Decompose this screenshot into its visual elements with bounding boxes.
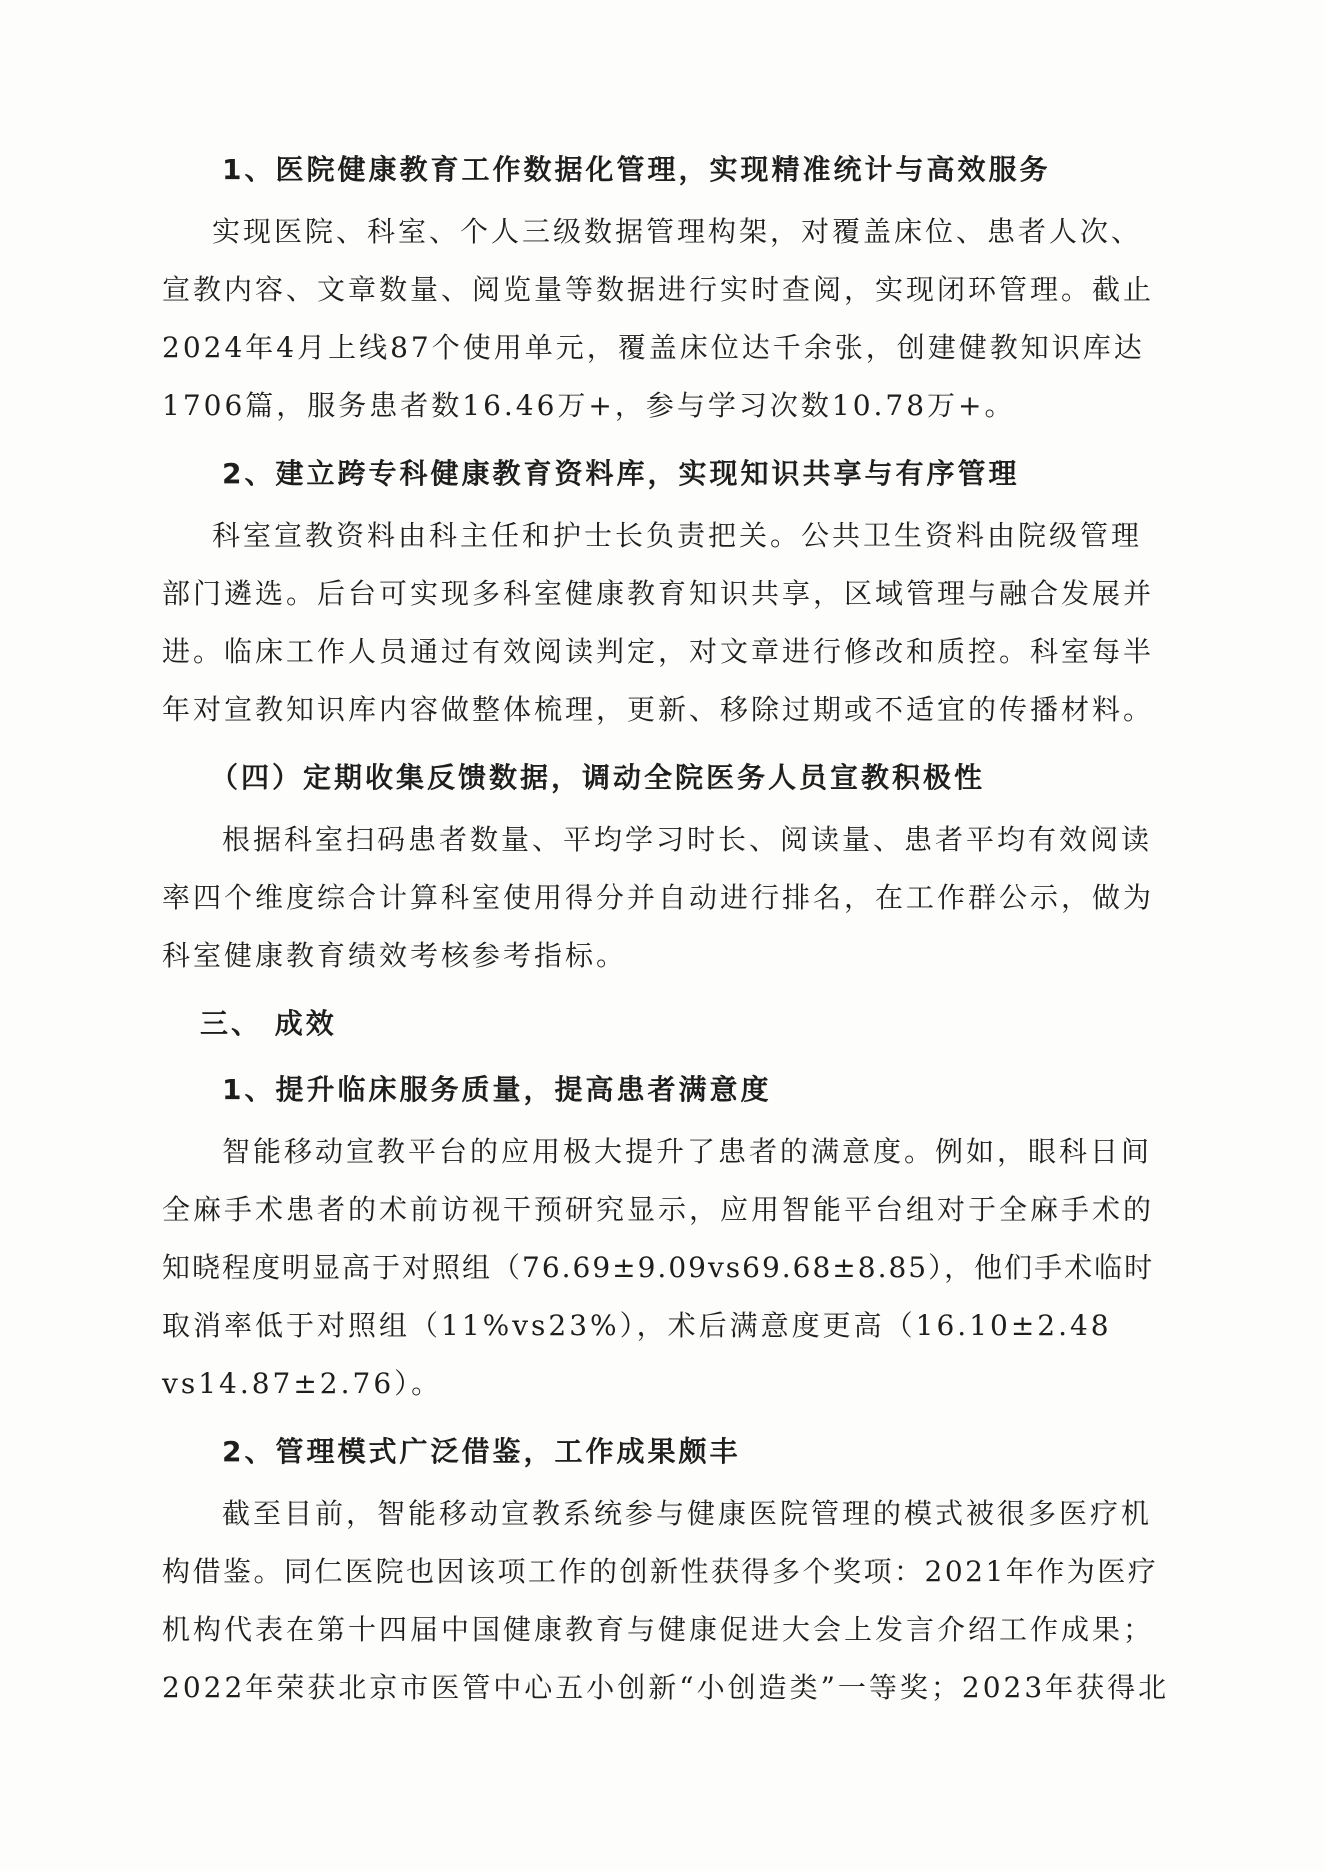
paragraph-line: 实现医院、科室、个人三级数据管理构架，对覆盖床位、患者人次、 <box>212 215 1143 248</box>
section-heading-results: 三、 成效 <box>200 1007 337 1040</box>
section-heading-management-model: 2、管理模式广泛借鉴，工作成果颇丰 <box>222 1435 741 1468</box>
section-heading-feedback: （四）定期收集反馈数据，调动全院医务人员宣教积极性 <box>210 761 986 794</box>
paragraph-line: 全麻手术患者的术前访视干预研究显示，应用智能平台组对于全麻手术的 <box>162 1193 1155 1226</box>
paragraph-line: 率四个维度综合计算科室使用得分并自动进行排名，在工作群公示，做为 <box>162 881 1155 914</box>
paragraph-line: 进。临床工作人员通过有效阅读判定，对文章进行修改和质控。科室每半 <box>162 635 1155 668</box>
paragraph-line: 取消率低于对照组（11%vs23%），术后满意度更高（16.10±2.48 <box>162 1309 1112 1342</box>
paragraph-line: 科室健康教育绩效考核参考指标。 <box>162 939 628 972</box>
paragraph-line: 2024年4月上线87个使用单元，覆盖床位达千余张，创建健教知识库达 <box>162 331 1145 364</box>
paragraph-line: vs14.87±2.76）。 <box>162 1367 443 1400</box>
paragraph-line: 机构代表在第十四届中国健康教育与健康促进大会上发言介绍工作成果； <box>162 1613 1155 1646</box>
paragraph-line: 部门遴选。后台可实现多科室健康教育知识共享，区域管理与融合发展并 <box>162 577 1155 610</box>
paragraph-line: 宣教内容、文章数量、阅览量等数据进行实时查阅，实现闭环管理。截止 <box>162 273 1155 306</box>
paragraph-line: 2022年荣获北京市医管中心五小创新“小创造类”一等奖；2023年获得北 <box>162 1671 1170 1704</box>
section-heading-service-quality: 1、提升临床服务质量，提高患者满意度 <box>222 1073 772 1106</box>
paragraph-line: 科室宣教资料由科主任和护士长负责把关。公共卫生资料由院级管理 <box>212 519 1143 552</box>
paragraph-line: 截至目前，智能移动宣教系统参与健康医院管理的模式被很多医疗机 <box>222 1497 1153 1530</box>
paragraph-line: 1706篇，服务患者数16.46万+，参与学习次数10.78万+。 <box>162 389 1016 422</box>
paragraph-line: 知晓程度明显高于对照组（76.69±9.09vs69.68±8.85），他们手术临时 <box>162 1251 1155 1284</box>
section-heading-knowledge-base: 2、建立跨专科健康教育资料库，实现知识共享与有序管理 <box>222 457 1020 490</box>
paragraph-line: 构借鉴。同仁医院也因该项工作的创新性获得多个奖项：2021年作为医疗 <box>162 1555 1159 1588</box>
section-heading-data-management: 1、医院健康教育工作数据化管理，实现精准统计与高效服务 <box>222 153 1051 186</box>
paragraph-line: 年对宣教知识库内容做整体梳理，更新、移除过期或不适宜的传播材料。 <box>162 693 1155 726</box>
paragraph-line: 根据科室扫码患者数量、平均学习时长、阅读量、患者平均有效阅读 <box>222 823 1153 856</box>
paragraph-line: 智能移动宣教平台的应用极大提升了患者的满意度。例如，眼科日间 <box>222 1135 1153 1168</box>
